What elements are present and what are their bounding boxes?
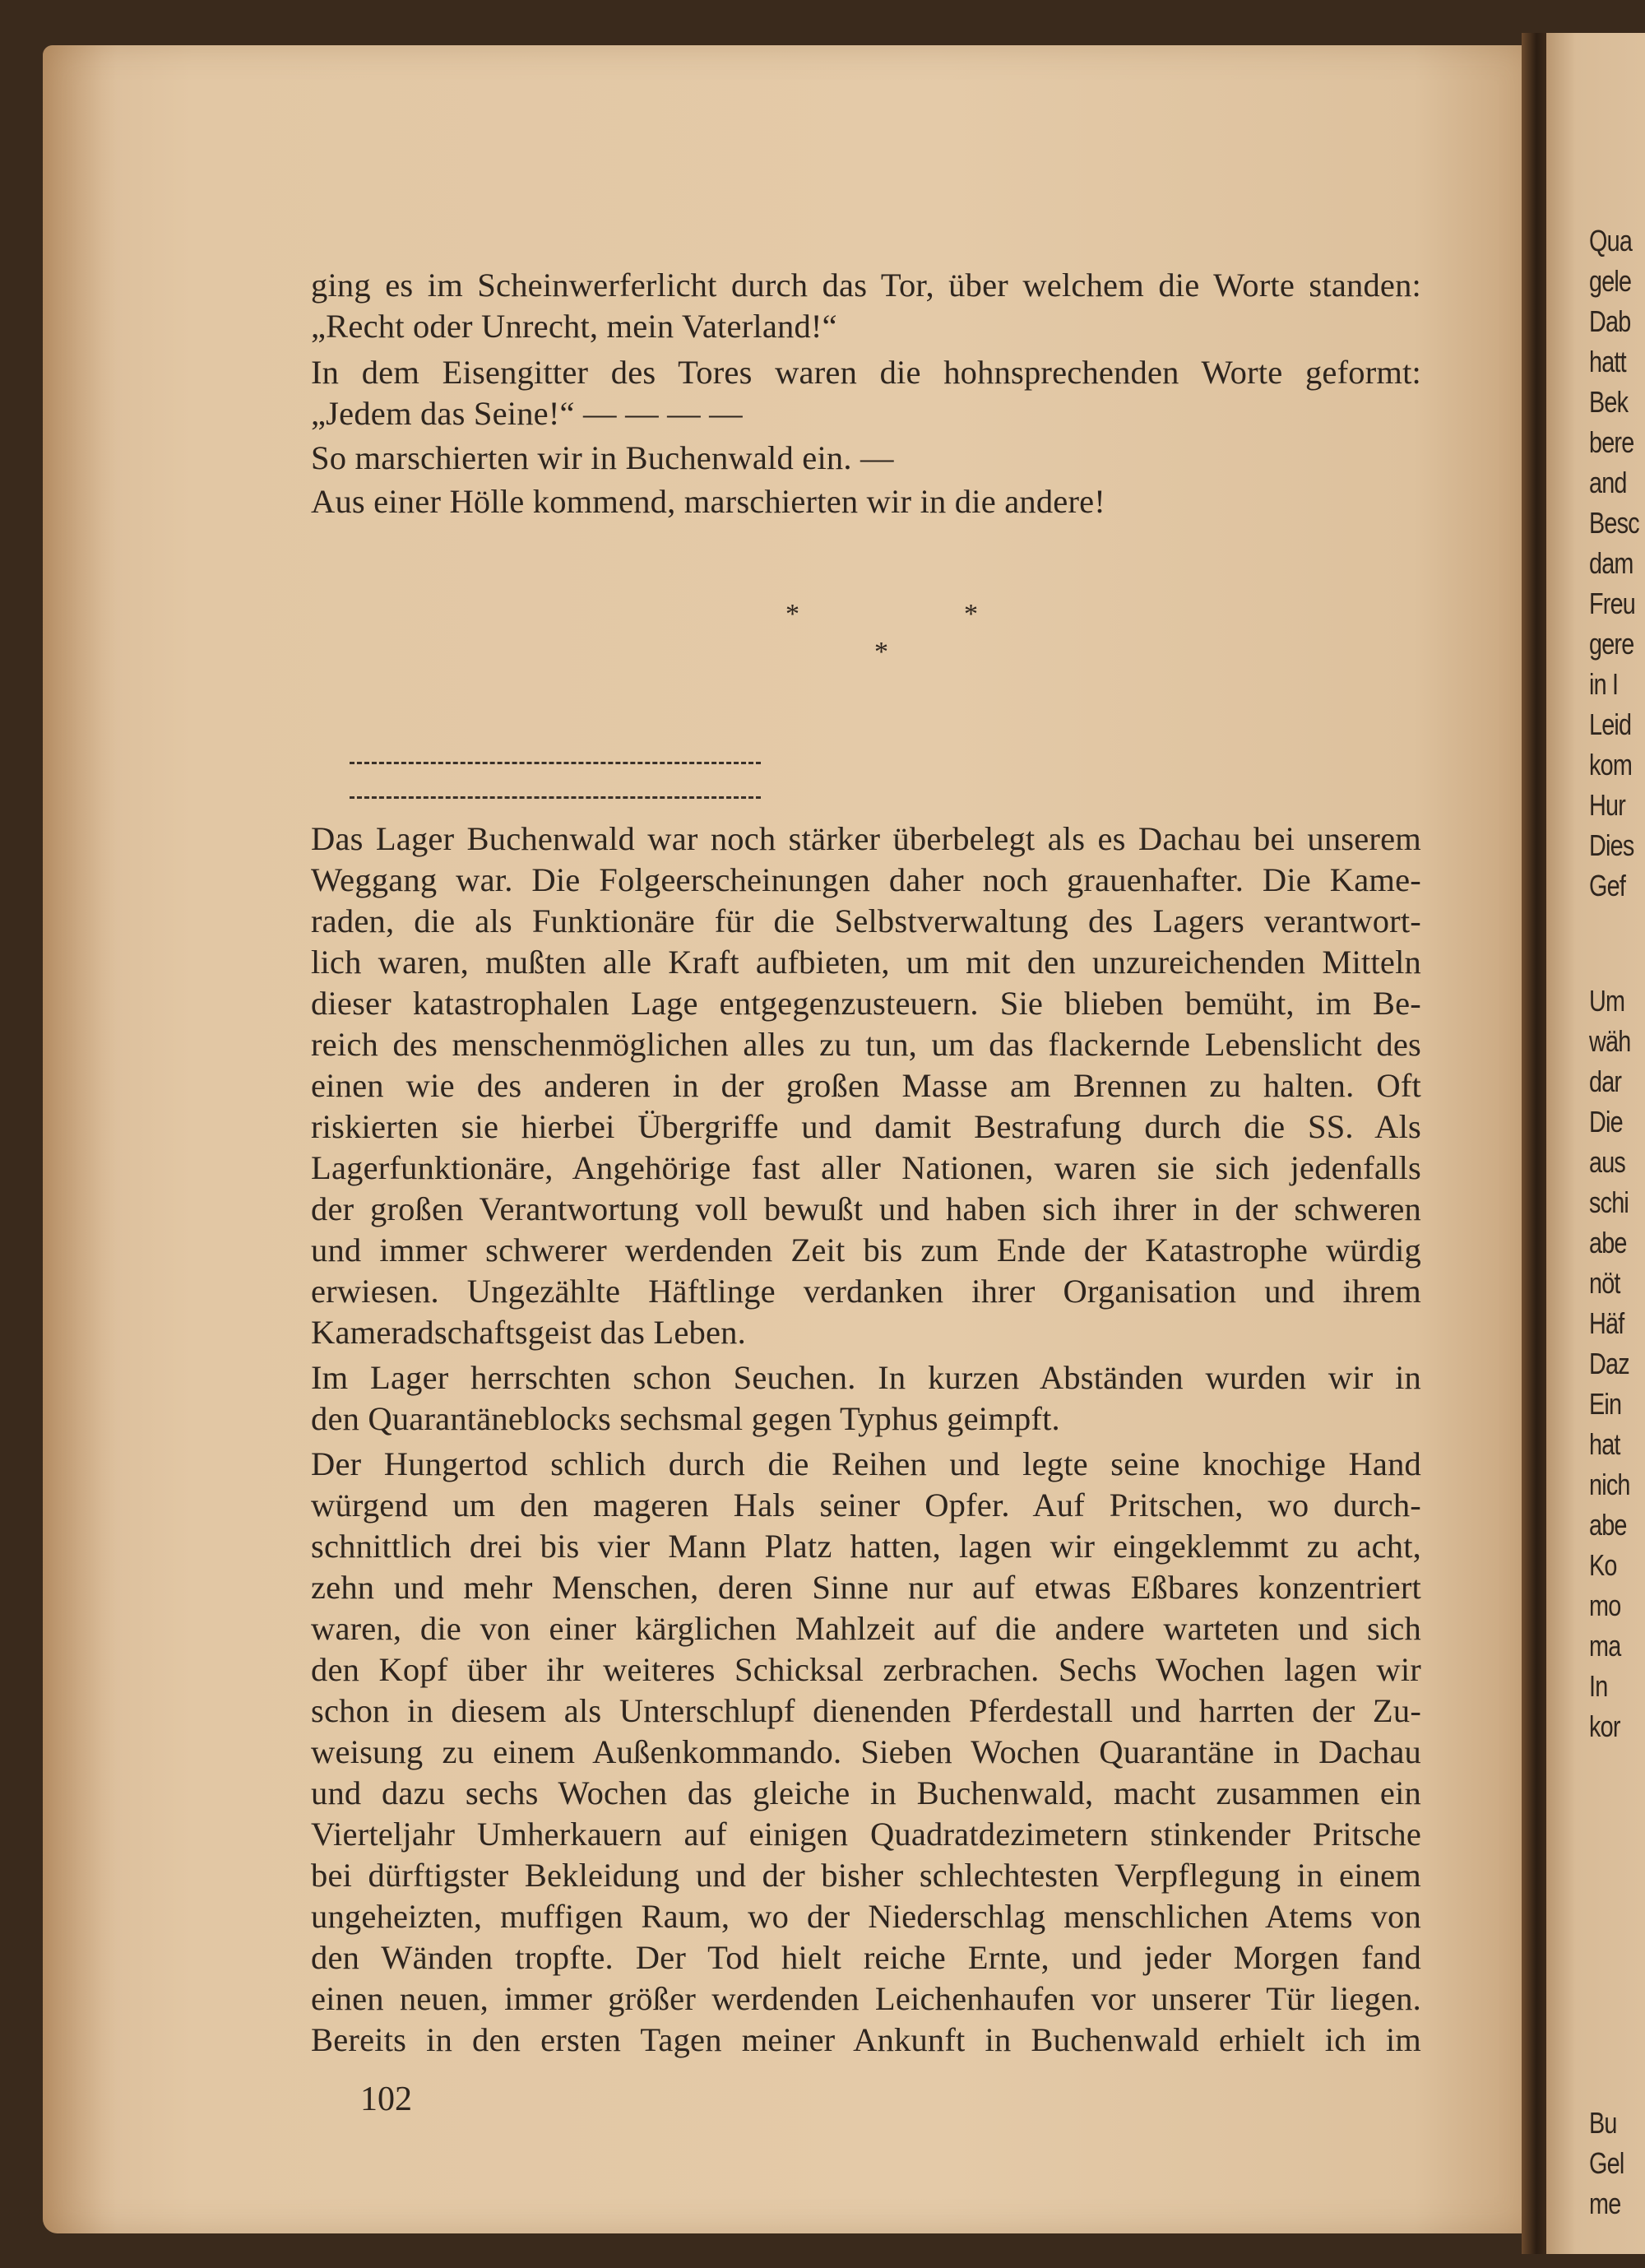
- right-page-text-fragment: kom: [1589, 748, 1633, 782]
- right-page-text-fragment: wäh: [1589, 1024, 1631, 1058]
- right-page-text-fragment: abe: [1589, 1226, 1627, 1259]
- right-page-text-fragment: gere: [1589, 627, 1634, 661]
- dashed-rule: [350, 796, 761, 799]
- right-page-text-fragment: nich: [1589, 1468, 1630, 1501]
- text-line: den Kopf über ihr weiteres Schicksal zerbrachen. Sechs Wochen lagen wir: [311, 1651, 1421, 1688]
- right-page-text-fragment: abe: [1589, 1508, 1627, 1542]
- right-page-text-fragment: aus: [1589, 1145, 1626, 1179]
- right-page-text-fragment: Dab: [1589, 304, 1631, 338]
- right-page-text-fragment: Ko: [1589, 1548, 1617, 1582]
- right-page-text-fragment: schi: [1589, 1185, 1629, 1219]
- right-page-text-fragment: In: [1589, 1669, 1608, 1703]
- text-line: Das Lager Buchenwald war noch stärker überbelegt als es Dachau bei unserem: [311, 820, 1421, 857]
- text-line: Weggang war. Die Folgeerscheinungen daher noch grauenhafter. Die Kame-: [311, 861, 1421, 898]
- text-line: Im Lager herrschten schon Seuchen. In kurzen Abständen wurden wir in: [311, 1359, 1421, 1396]
- text-line: riskierten sie hierbei Übergriffe und damit Bestrafung durch die SS. Als: [311, 1108, 1421, 1145]
- right-page-text-fragment: and: [1589, 466, 1627, 499]
- right-page-text-fragment: ma: [1589, 1629, 1621, 1663]
- text-line: „Recht oder Unrecht, mein Vaterland!“: [311, 308, 837, 345]
- right-page-text-fragment: mo: [1589, 1589, 1621, 1622]
- right-page-text-fragment: Gel: [1589, 2146, 1624, 2180]
- right-page-text-fragment: Besc: [1589, 506, 1639, 540]
- right-page-text-fragment: Häf: [1589, 1306, 1624, 1340]
- right-page-text-fragment: Freu: [1589, 587, 1636, 620]
- text-line: In dem Eisengitter des Tores waren die hohnsprechenden Worte geformt:: [311, 354, 1421, 391]
- right-page-text-fragment: Bu: [1589, 2106, 1617, 2140]
- separator-star: *: [874, 637, 888, 667]
- text-line: und dazu sechs Wochen das gleiche in Buchenwald, macht zusammen ein: [311, 1774, 1421, 1811]
- right-page-text-fragment: Die: [1589, 1105, 1623, 1139]
- right-book-page-edge: [1546, 33, 1645, 2254]
- right-page-text-fragment: me: [1589, 2187, 1621, 2220]
- right-page-text-fragment: Gef: [1589, 869, 1626, 902]
- text-line: Vierteljahr Umherkauern auf einigen Quadratdezimetern stinkender Pritsche: [311, 1816, 1421, 1853]
- text-line: ungeheizten, muffigen Raum, wo der Niederschlag menschlichen Atems von: [311, 1898, 1421, 1935]
- text-line: So marschierten wir in Buchenwald ein. —: [311, 439, 894, 476]
- right-page-text-fragment: in I: [1589, 667, 1619, 701]
- text-line: den Quarantäneblocks sechsmal gegen Typhus geimpft.: [311, 1400, 1060, 1437]
- right-page-text-fragment: Leid: [1589, 707, 1632, 741]
- text-line: schnittlich drei bis vier Mann Platz hatten, lagen wir eingeklemmt zu acht,: [311, 1528, 1421, 1565]
- text-line: Kameradschaftsgeist das Leben.: [311, 1314, 746, 1351]
- right-page-text-fragment: dar: [1589, 1064, 1622, 1098]
- text-line: Bereits in den ersten Tagen meiner Ankunft in Buchenwald erhielt ich im: [311, 2021, 1421, 2058]
- right-page-text-fragment: gele: [1589, 264, 1632, 298]
- text-line: und immer schwerer werdenden Zeit bis zum Ende der Katastrophe würdig: [311, 1231, 1421, 1269]
- text-line: dieser katastrophalen Lage entgegenzusteuern. Sie blieben bemüht, im Be-: [311, 985, 1421, 1022]
- text-line: lich waren, mußten alle Kraft aufbieten, um mit den unzureichenden Mitteln: [311, 944, 1421, 981]
- separator-star: *: [785, 599, 799, 629]
- right-page-text-fragment: Dies: [1589, 828, 1634, 862]
- right-page-text-fragment: Qua: [1589, 224, 1633, 257]
- right-page-text-fragment: kor: [1589, 1709, 1620, 1743]
- right-page-text-fragment: bere: [1589, 425, 1634, 459]
- text-line: „Jedem das Seine!“ — — — —: [311, 395, 743, 432]
- text-line: Der Hungertod schlich durch die Reihen und legte seine knochige Hand: [311, 1445, 1421, 1482]
- right-page-text-fragment: Um: [1589, 984, 1625, 1018]
- text-line: waren, die von einer kärglichen Mahlzeit auf die andere warteten und sich: [311, 1610, 1421, 1647]
- right-page-text-fragment: Bek: [1589, 385, 1629, 419]
- page-number: 102: [360, 2080, 412, 2118]
- text-line: Lagerfunktionäre, Angehörige fast aller Nationen, waren sie sich jedenfalls: [311, 1149, 1421, 1186]
- text-line: erwiesen. Ungezählte Häftlinge verdanken ihrer Organisation und ihrem: [311, 1273, 1421, 1310]
- text-line: bei dürftigster Bekleidung und der bisher schlechtesten Verpflegung in einem: [311, 1857, 1421, 1894]
- text-line: den Wänden tropfte. Der Tod hielt reiche Ernte, und jeder Morgen fand: [311, 1939, 1421, 1976]
- text-line: raden, die als Funktionäre für die Selbstverwaltung des Lagers verantwort-: [311, 902, 1421, 939]
- separator-star: *: [964, 599, 978, 629]
- right-page-text-fragment: Hur: [1589, 788, 1626, 822]
- text-line: ging es im Scheinwerferlicht durch das Tor, über welchem die Worte standen:: [311, 267, 1421, 304]
- text-line: schon in diesem als Unterschlupf dienenden Pferdestall und harrten der Zu-: [311, 1692, 1421, 1729]
- text-line: reich des menschenmöglichen alles zu tun, um das flackernde Lebenslicht des: [311, 1026, 1421, 1063]
- text-line: einen wie des anderen in der großen Masse am Brennen zu halten. Oft: [311, 1067, 1421, 1104]
- text-line: weisung zu einem Außenkommando. Sieben Wochen Quarantäne in Dachau: [311, 1733, 1421, 1770]
- text-line: Aus einer Hölle kommend, marschierten wir in die andere!: [311, 483, 1105, 520]
- right-page-text-fragment: dam: [1589, 546, 1633, 580]
- text-line: einen neuen, immer größer werdenden Leichenhaufen vor unserer Tür liegen.: [311, 1980, 1421, 2017]
- text-line: würgend um den mageren Hals seiner Opfer. Auf Pritschen, wo durch-: [311, 1486, 1421, 1524]
- right-page-text-fragment: nöt: [1589, 1266, 1620, 1300]
- right-page-text-fragment: hatt: [1589, 345, 1626, 378]
- text-line: der großen Verantwortung voll bewußt und haben sich ihrer in der schweren: [311, 1190, 1421, 1227]
- right-page-text-fragment: Ein: [1589, 1387, 1622, 1421]
- right-page-text-fragment: hat: [1589, 1427, 1620, 1461]
- right-page-text-fragment: Daz: [1589, 1347, 1629, 1380]
- dashed-rule: [350, 762, 761, 764]
- text-line: zehn und mehr Menschen, deren Sinne nur auf etwas Eßbares konzentriert: [311, 1569, 1421, 1606]
